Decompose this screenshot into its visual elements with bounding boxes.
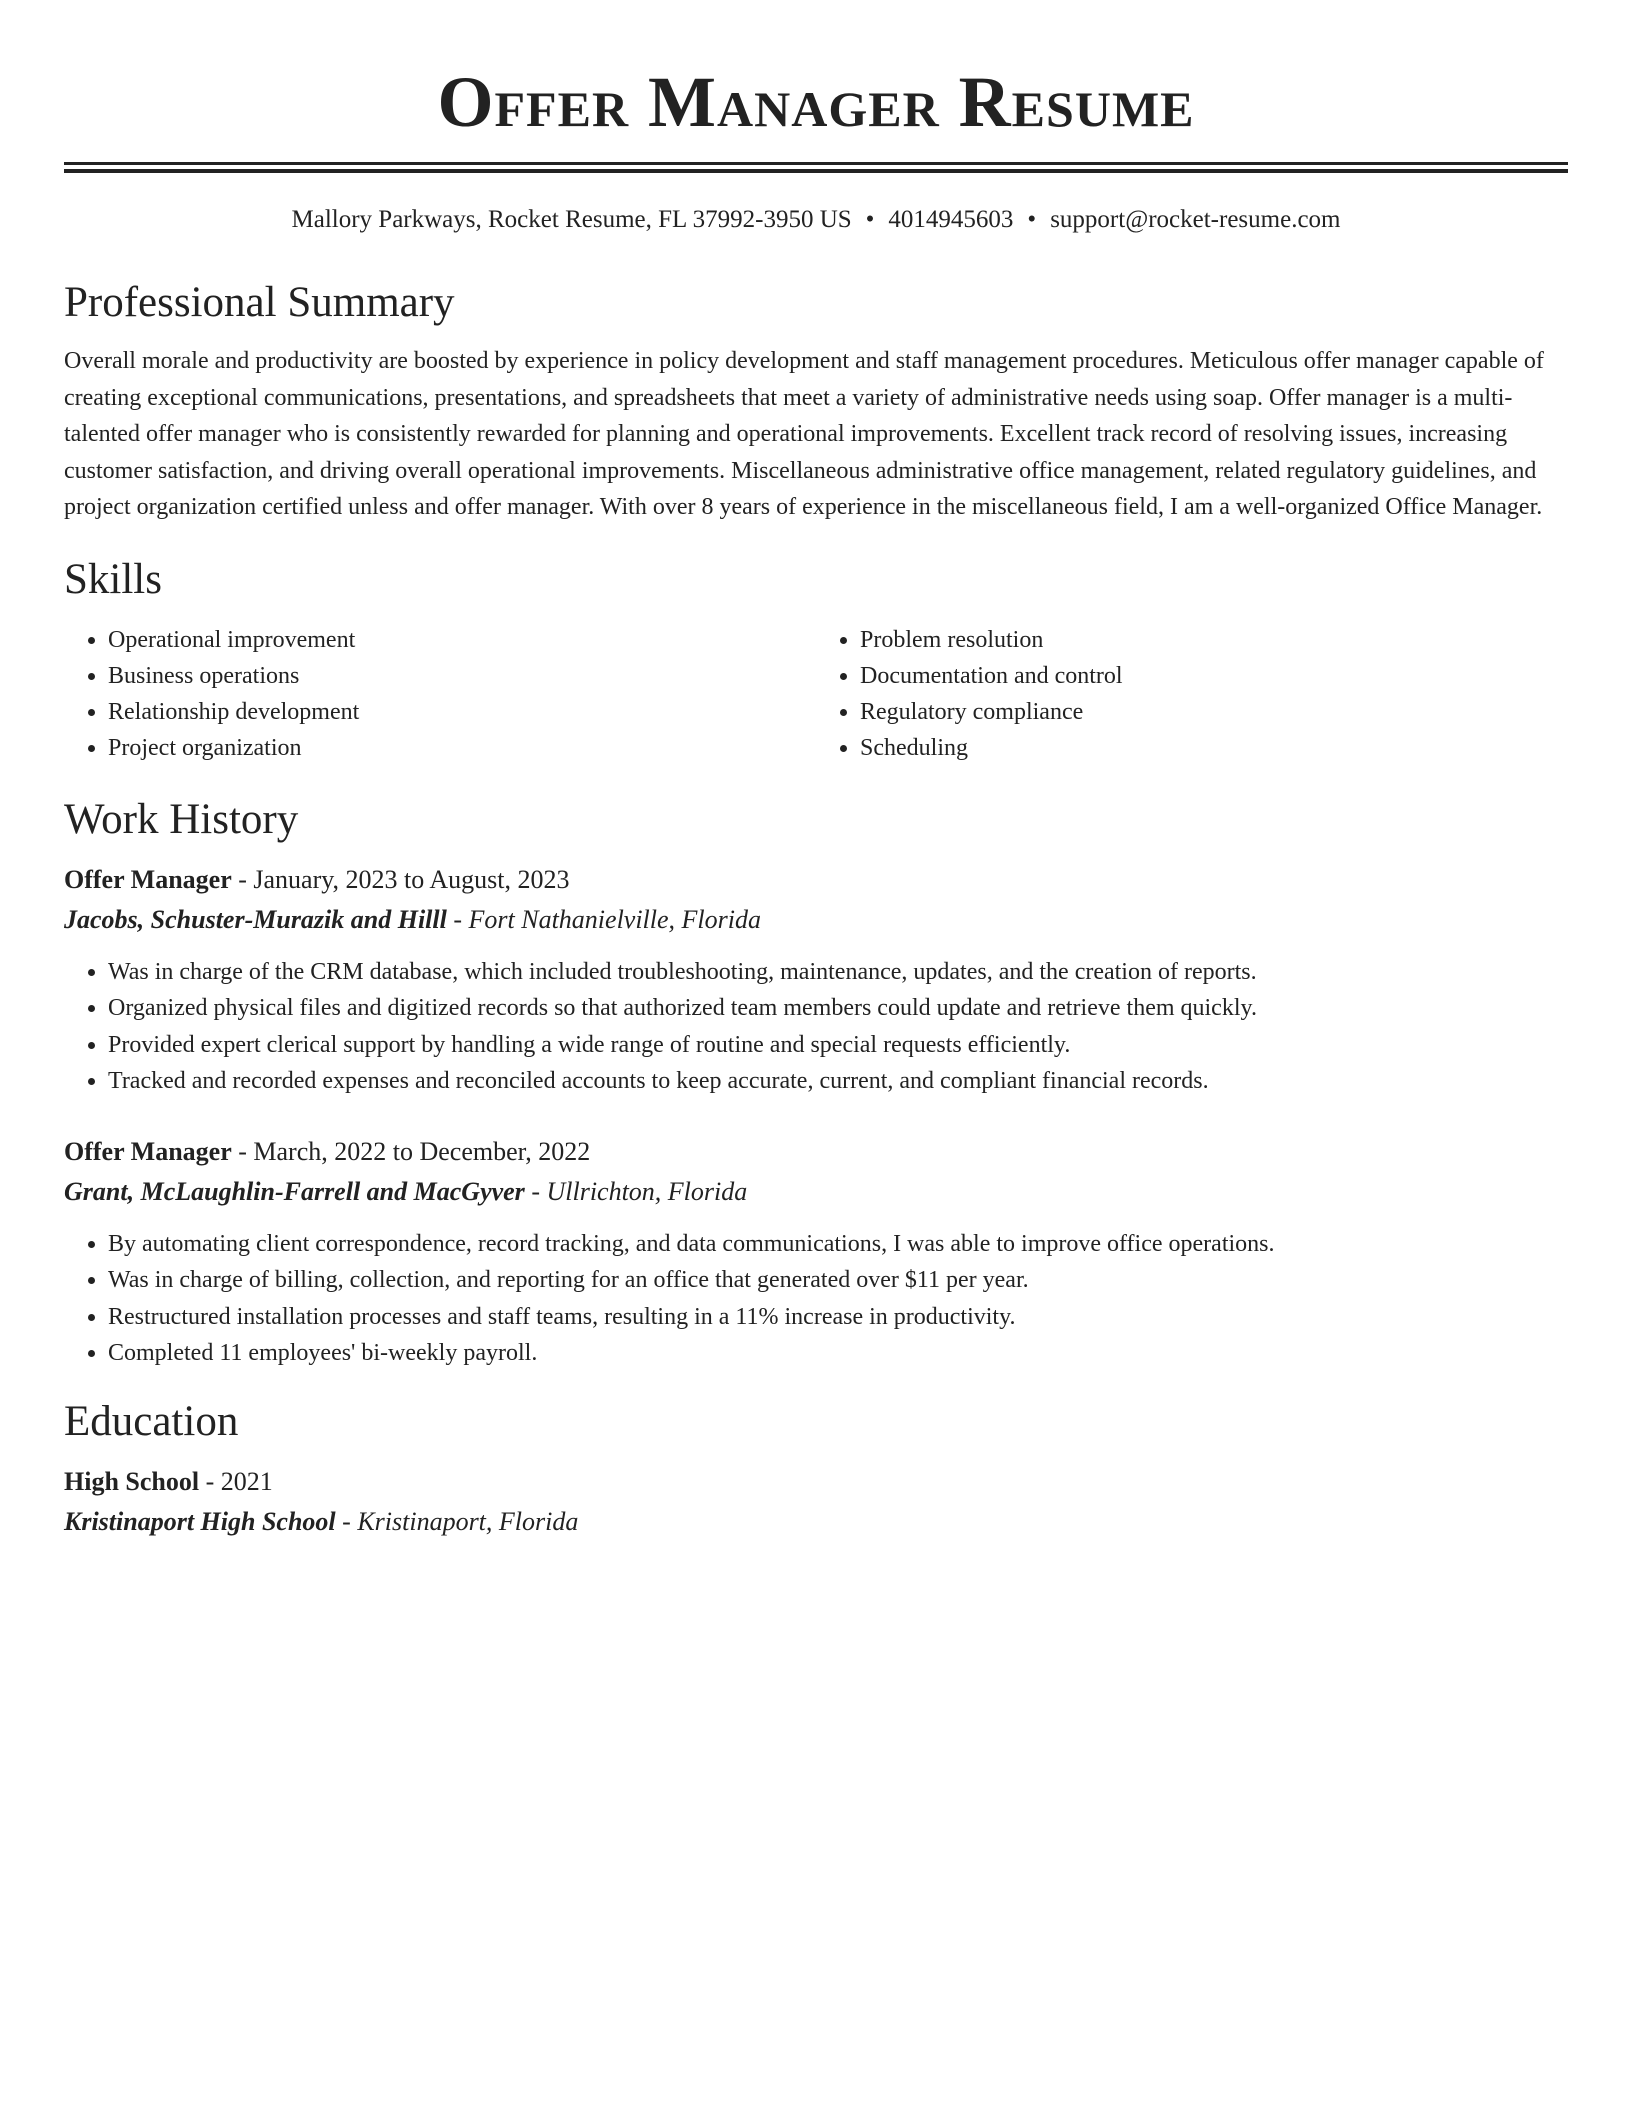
job-bullet: • By automating client correspondence, record tracking, and data communications, I was able to improve office operations. [108,1226,1568,1263]
job-header [64,860,1568,900]
contact-separator: • [865,206,875,233]
job-company: Grant, McLaughlin-Farrell and MacGyver [64,1176,525,1206]
job-bullet: • Provided expert clerical support by handling a wide range of routine and special requests efficiently. [108,1027,1568,1064]
section-heading-skills: Skills [64,555,162,603]
job-company-line [64,900,1568,940]
skill-item: • Operational improvement [108,622,816,658]
contact-separator: • [1027,206,1037,233]
contact-line [64,203,1568,237]
job-entry [64,1132,1568,1372]
skill-item: • Business operations [108,658,816,694]
resume-title: Offer Manager Resume [437,62,1195,142]
contact-phone: 4014945603 [888,206,1014,233]
job-bullet: • Restructured installation processes and staff teams, resulting in a 11% increase in productivity. [108,1299,1568,1336]
skills-column-left [64,622,816,766]
resume-page [64,0,1568,1542]
job-header [64,1132,1568,1172]
skill-item: • Problem resolution [860,622,1568,658]
section-heading-summary: Professional Summary [64,279,455,326]
job-location: - Ullrichton, Florida [524,1176,748,1206]
title-divider [64,162,1568,173]
job-title: Offer Manager [64,1136,232,1166]
job-bullet: • Was in charge of the CRM database, which included troubleshooting, maintenance, updates, and the creation of reports. [108,954,1568,991]
section-heading-education: Education [64,1397,239,1445]
education-location: - Kristinaport, Florida [335,1506,579,1536]
job-title: Offer Manager [64,864,232,894]
skill-item: • Relationship development [108,694,816,730]
job-bullet: • Organized physical files and digitized records so that authorized team members could update and retrieve them quickly. [108,990,1568,1027]
section-heading-work-history: Work History [64,795,299,843]
job-bullet: • Tracked and recorded expenses and reconciled accounts to keep accurate, current, and compliant financial records. [108,1063,1568,1100]
job-entry [64,860,1568,1100]
skill-item: • Scheduling [860,730,1568,766]
skills-column-right [816,622,1568,766]
education-school: Kristinaport High School [64,1506,336,1536]
contact-email: support@rocket-resume.com [1050,206,1341,233]
contact-address: Mallory Parkways, Rocket Resume, FL 37992-3950 US [291,206,852,233]
job-company-line [64,1172,1568,1212]
education-header [64,1462,1568,1502]
skill-item: • Project organization [108,730,816,766]
job-company: Jacobs, Schuster-Murazik and Hilll [64,904,447,934]
job-dates: - March, 2022 to December, 2022 [231,1136,591,1166]
job-dates: - January, 2023 to August, 2023 [231,864,570,894]
skill-item: • Documentation and control [860,658,1568,694]
job-location: - Fort Nathanielville, Florida [446,904,761,934]
education-entry [64,1462,1568,1542]
education-school-line [64,1502,1568,1542]
education-degree: High School [64,1466,200,1496]
job-bullet: • Was in charge of billing, collection, and reporting for an office that generated over $11 per year. [108,1262,1568,1299]
job-bullets [64,1226,1568,1372]
summary-text: Overall morale and productivity are boosted by experience in policy development and staff management procedures. Meticulous offer manager capable of creating exceptional communications, presentations, and spreadsheets that meet a variety of administrative needs using soap. Offer manager is a multi-talented offer manager who is consistently rewarded for planning and operational improvements. Excellent track record of resolving issues, increasing customer satisfaction, and driving overall operational improvements. Miscellaneous administrative office management, related regulatory guidelines, and project organization certified unless and offer manager. With over 8 years of experience in the miscellaneous field, I am a well-organized Office Manager. [64,348,1544,520]
skill-item: • Regulatory compliance [860,694,1568,730]
education-year: - 2021 [199,1466,273,1496]
skills-list [64,622,1568,766]
job-bullet: • Completed 11 employees' bi-weekly payroll. [108,1335,1568,1372]
job-bullets [64,954,1568,1100]
